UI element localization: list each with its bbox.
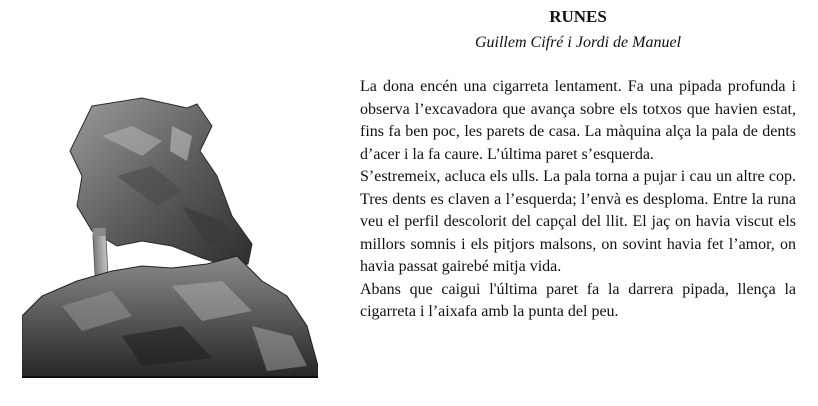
story-authors: Guillem Cifré i Jordi de Manuel [474, 34, 682, 51]
story-title: RUNES [549, 7, 607, 26]
story-body [360, 76, 796, 324]
rock-face-icon [22, 96, 318, 378]
paragraph: Abans que caigui l'última paret fa la darrera pipada, llença la cigarreta i l’aixafa amb la punta del peu. [360, 280, 796, 320]
rock-face-illustration [22, 96, 318, 378]
paragraph: S’estremeix, acluca els ulls. La pala torna a pujar i cau un altre cop. Tres dents es claven a l’esquerda; l’envà es desploma. Entre la runa veu el perfil descolorit del capçal del llit. El jaç on havia viscut els millors somnis i els pitjors malsons, on sovint havia fet l’amor, on havia passat gairebé mitja vida. [360, 168, 796, 275]
paragraph: La dona encén una cigarreta lentament. Fa una pipada profunda i observa l’excavadora que avança sobre els totxos que havien estat, fins fa ben poc, les parets de casa. La màquina alça la pala de dents d’acer i la fa caure. L’última paret s’esquerda. [360, 78, 796, 163]
